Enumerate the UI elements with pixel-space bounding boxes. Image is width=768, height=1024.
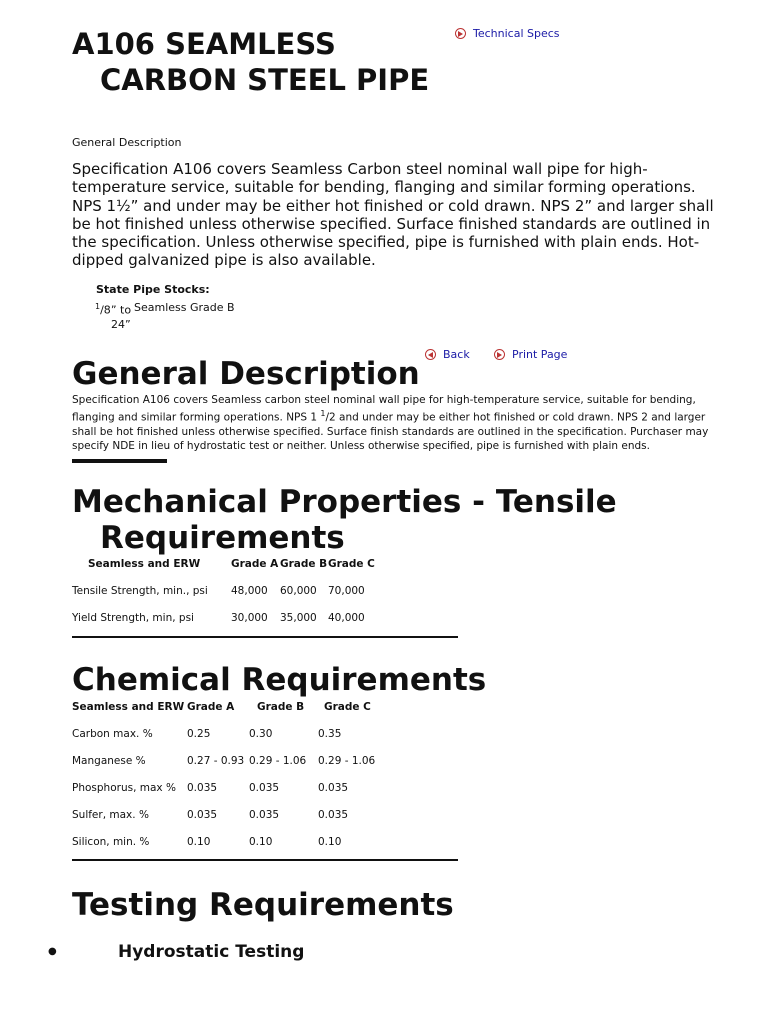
divider [72, 636, 458, 638]
page-title: A106 SEAMLESS CARBON STEEL PIPE [72, 27, 430, 97]
table-cell: Manganese % [72, 755, 146, 767]
pipe-stocks-label: State Pipe Stocks: [96, 283, 210, 296]
table-header-cell: Grade A [187, 701, 235, 713]
table-cell: 0.27 - 0.93 [187, 755, 245, 767]
table-cell: 0.035 [249, 809, 280, 821]
mechanical-properties-heading: Mechanical Properties - Tensile Requirements [72, 484, 617, 556]
table-cell: 40,000 [328, 612, 365, 624]
bullet-icon: ● [48, 946, 57, 957]
list-item: Hydrostatic Testing [118, 942, 305, 962]
table-cell: 70,000 [328, 585, 365, 597]
fraction-numerator: 1 [320, 409, 326, 418]
table-cell: 0.035 [187, 782, 218, 794]
intro-paragraph: Specification A106 covers Seamless Carbon steel nominal wall pipe for high-temperature service, suitable for bending, flanging and similar forming operations. NPS 1½” and under may be either hot finished or cold drawn. NPS 2” and larger shall be hot finished unless otherwise specified. Surface finished standards are outlined in the specification. Unless otherwise specified, pipe is furnished with plain ends. Hot-dipped galvanized pipe is also available. [72, 160, 714, 270]
arrow-left-icon [425, 349, 436, 360]
table-cell: 60,000 [280, 585, 317, 597]
table-row [72, 809, 384, 836]
general-text-part-a: Specification A106 covers Seamless carbon steel nominal wall pipe for high-temperature service, suitable for bending, flanging and similar forming operations. NPS 1 [72, 394, 696, 424]
table-cell: 0.035 [318, 809, 349, 821]
technical-specs-link[interactable] [455, 27, 560, 40]
range-to: ” to [110, 303, 132, 317]
table-cell: Sulfer, max. % [72, 809, 149, 821]
general-description-heading: General Description [72, 356, 420, 392]
mechanical-properties-table [72, 558, 378, 636]
general-description-text [72, 393, 732, 453]
table-row [72, 836, 384, 858]
table-header-cell: Grade C [324, 701, 371, 713]
arrow-right-icon [455, 28, 466, 39]
table-cell: 48,000 [231, 585, 268, 597]
table-cell: Carbon max. % [72, 728, 153, 740]
arrow-right-icon [494, 349, 505, 360]
testing-requirements-heading: Testing Requirements [72, 887, 454, 923]
table-cell: 0.035 [318, 782, 349, 794]
table-cell: Phosphorus, max % [72, 782, 176, 794]
table-cell: 0.25 [187, 728, 211, 740]
pipe-stocks-grade: Seamless Grade B [134, 301, 235, 314]
table-row [72, 782, 384, 809]
technical-specs-label: Technical Specs [473, 27, 560, 40]
general-text-part-b: and under may be either hot finished or cold drawn. NPS 2 and larger shall be hot finished unless otherwise specified. Surface finish standards are outlined in the specification. Purchaser may specify NDE in lieu of hydrostatic test or neither. Unless otherwise specified, pipe is furnished with plain ends. [72, 411, 709, 452]
table-header-cell: Seamless and ERW [88, 558, 201, 570]
divider [72, 459, 167, 463]
back-label: Back [443, 348, 470, 361]
table-cell: 0.035 [249, 782, 280, 794]
table-row [72, 755, 384, 782]
chemical-requirements-table [72, 701, 384, 858]
chemical-requirements-heading: Chemical Requirements [72, 662, 487, 698]
table-row [72, 728, 384, 755]
range-fraction-numerator: 1 [95, 302, 101, 311]
table-header-cell: Seamless and ERW [72, 701, 185, 713]
table-cell: 0.35 [318, 728, 342, 740]
table-cell: 35,000 [280, 612, 317, 624]
table-cell: Yield Strength, min, psi [72, 612, 194, 624]
table-cell: 30,000 [231, 612, 268, 624]
table-cell: 0.10 [187, 836, 211, 848]
table-cell: 0.10 [318, 836, 342, 848]
table-cell: 0.29 - 1.06 [249, 755, 307, 767]
table-header-cell: Grade C [328, 558, 375, 570]
table-cell: Tensile Strength, min., psi [72, 585, 208, 597]
table-header-row [72, 701, 384, 728]
table-cell: 0.30 [249, 728, 273, 740]
print-page-link[interactable] [494, 348, 567, 361]
table-cell: 0.29 - 1.06 [318, 755, 376, 767]
divider [72, 859, 458, 861]
back-link[interactable] [425, 348, 470, 361]
table-cell: 0.10 [249, 836, 273, 848]
section-subtitle: General Description [72, 136, 182, 149]
table-header-cell: Grade B [257, 701, 305, 713]
table-header-cell: Grade B [280, 558, 328, 570]
table-row [72, 585, 378, 612]
fraction-denominator: /2 [325, 411, 336, 424]
print-page-label: Print Page [512, 348, 568, 361]
range-fraction-denominator: /8 [100, 303, 111, 317]
table-row [72, 612, 378, 636]
range-end: 24” [111, 317, 131, 331]
table-cell: 0.035 [187, 809, 218, 821]
pipe-stocks-range [95, 300, 135, 332]
table-cell: Silicon, min. % [72, 836, 150, 848]
table-header-row [72, 558, 378, 585]
table-header-cell: Grade A [231, 558, 279, 570]
